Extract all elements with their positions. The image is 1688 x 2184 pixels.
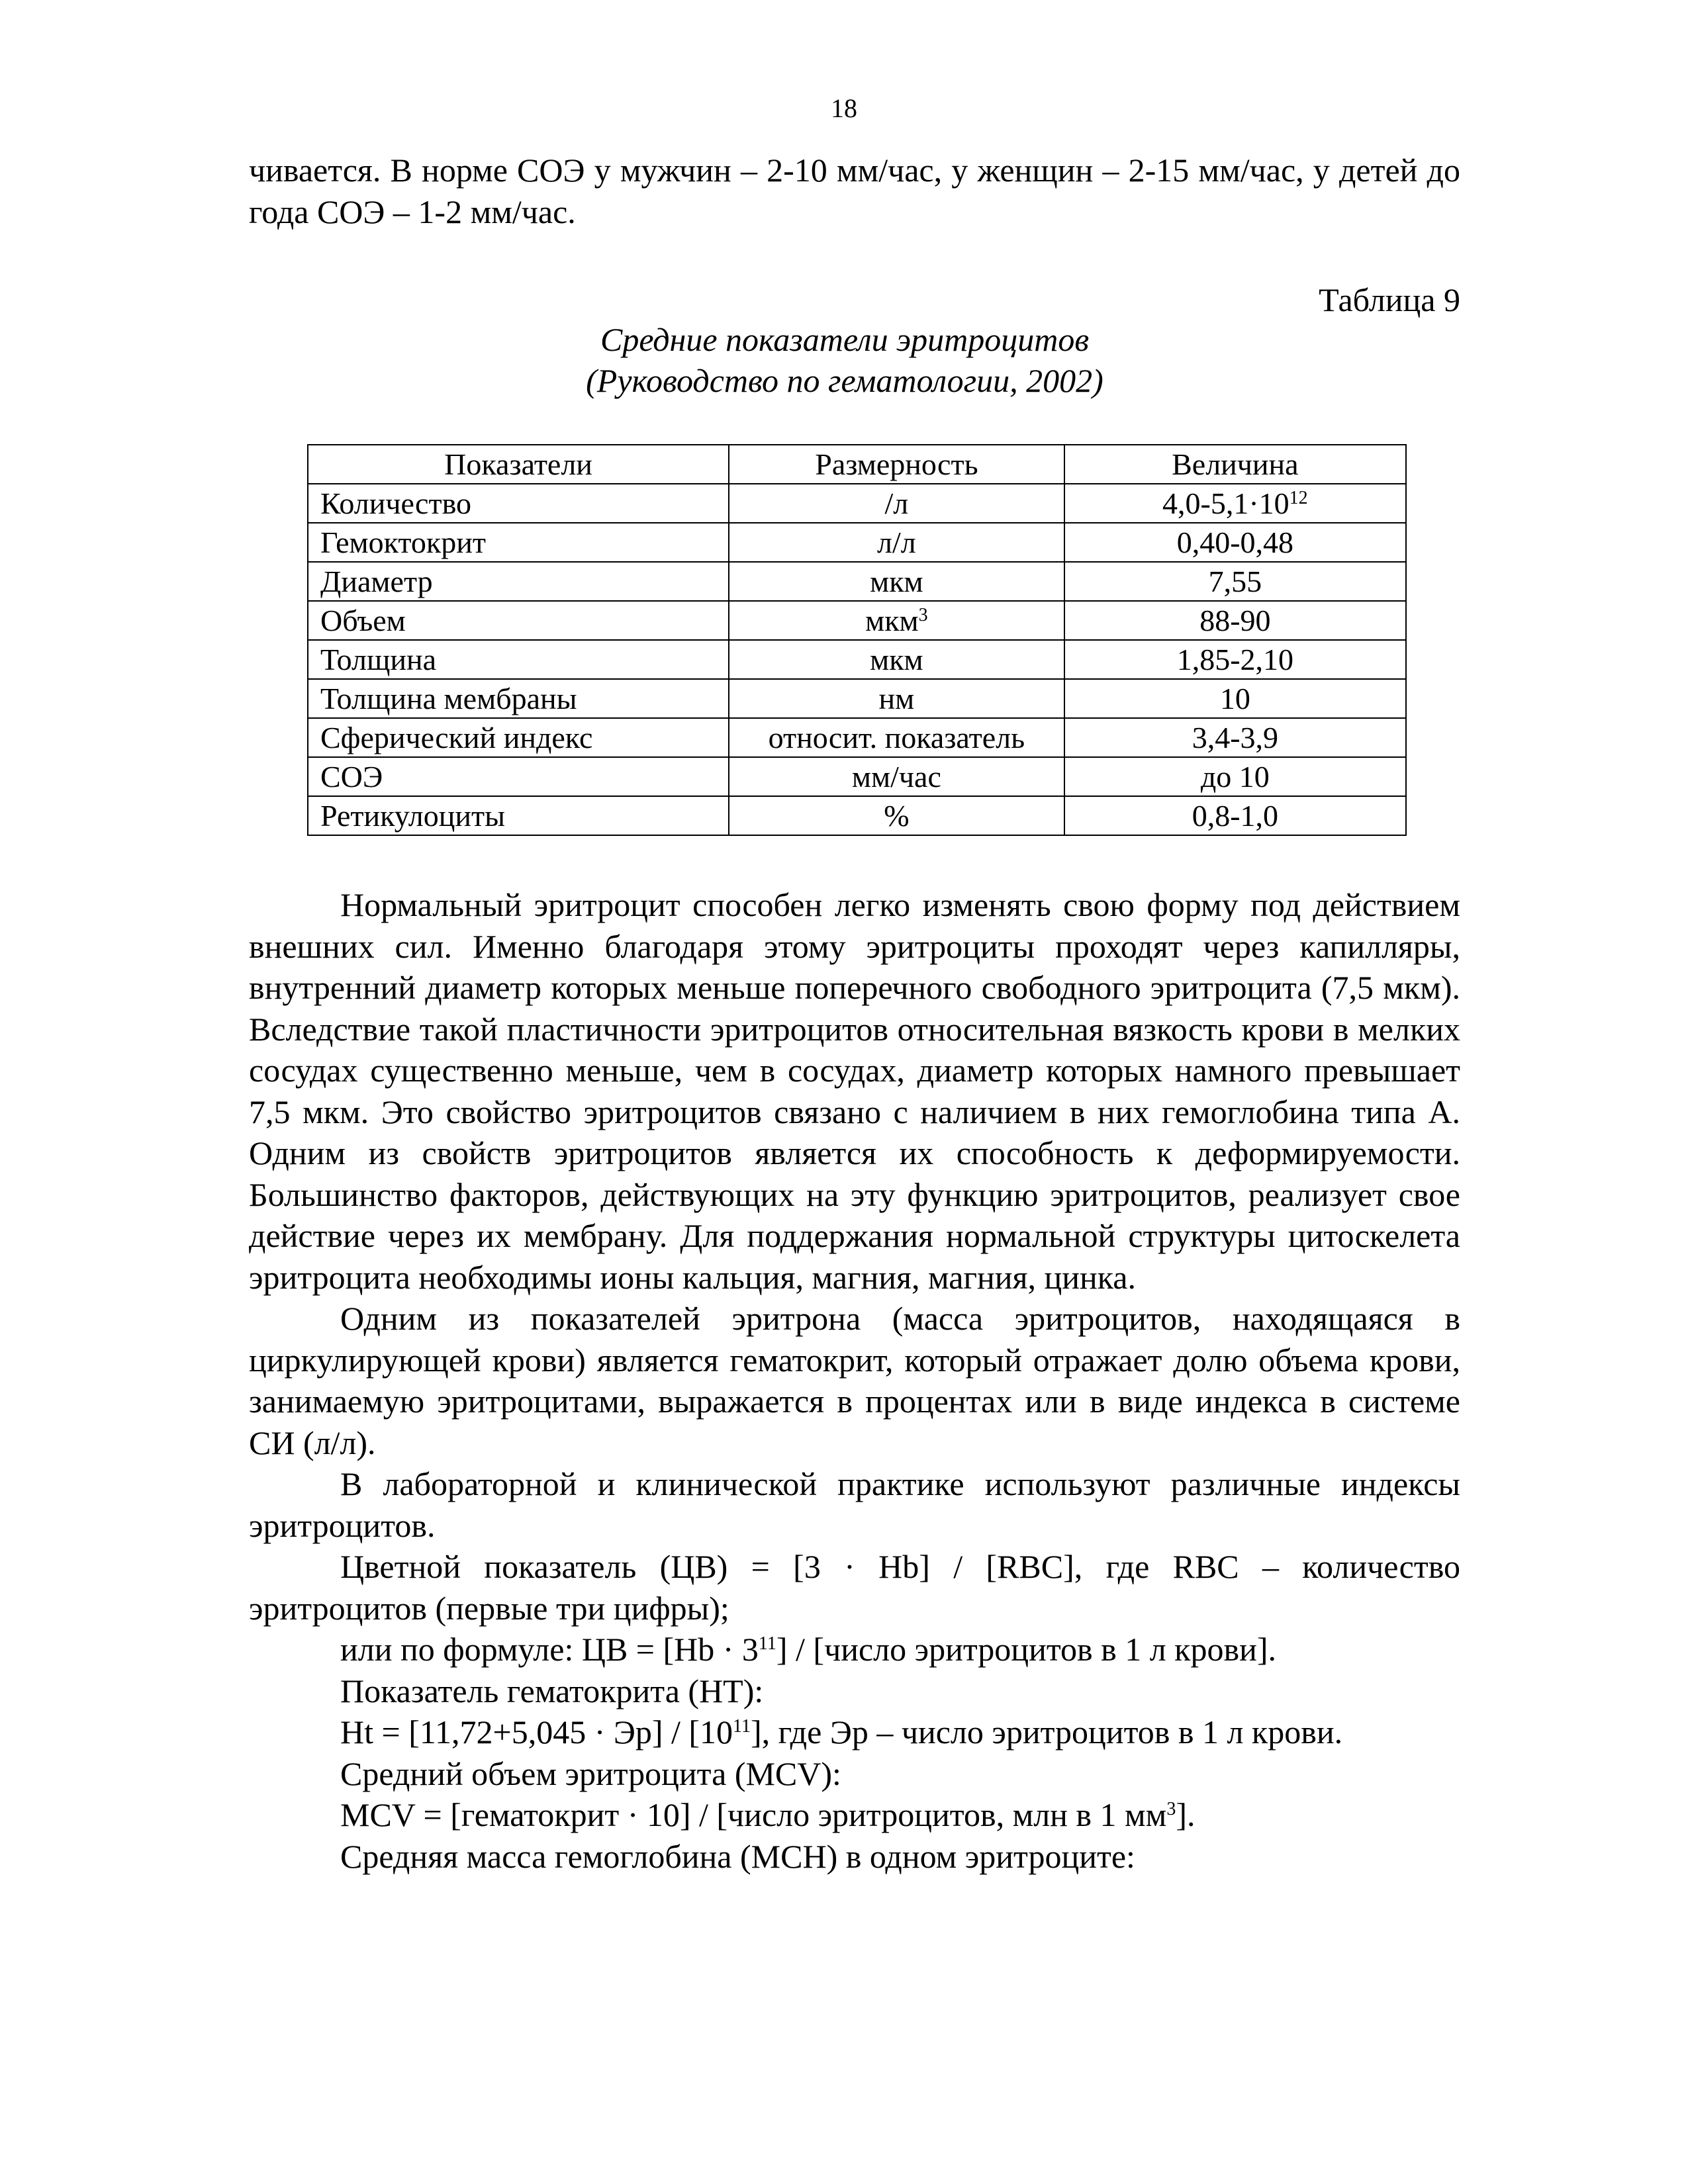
row-value: 1,85-2,10	[1064, 640, 1406, 679]
row-value: 3,4-3,9	[1064, 718, 1406, 757]
row-unit: мкм	[729, 562, 1064, 601]
row-value: 10	[1064, 679, 1406, 718]
row-name: СОЭ	[308, 757, 729, 796]
row-name: Гемоктокрит	[308, 523, 729, 562]
table-row	[308, 640, 1406, 679]
row-unit: л/л	[729, 523, 1064, 562]
header-value: Величина	[1064, 445, 1406, 484]
row-name: Толщина	[308, 640, 729, 679]
erythrocyte-parameters-table	[307, 444, 1407, 836]
row-name: Диаметр	[308, 562, 729, 601]
header-parameter: Показатели	[308, 445, 729, 484]
row-value-text: 4,0-5,1·10	[1162, 486, 1289, 520]
row-unit-text: мкм	[865, 603, 919, 637]
paragraph-indices-intro: В лабораторной и клинической практике используют различные индексы эритроцитов.	[249, 1465, 1460, 1544]
formula-hematocrit-exponent: 11	[733, 1716, 751, 1737]
row-name: Ретикулоциты	[308, 796, 729, 835]
formula-color-index-part-1: или по формуле: ЦВ = [Hb · 3	[340, 1631, 759, 1668]
row-value-exponent: 12	[1289, 487, 1308, 508]
table-row	[308, 562, 1406, 601]
row-value	[1064, 484, 1406, 523]
paragraph-mcv: Средний объем эритроцита (MCV):	[340, 1754, 841, 1792]
formula-hematocrit-part-2: ], где Эр – число эритроцитов в 1 л крови.	[751, 1713, 1343, 1751]
formula-color-index-part-2: ] / [число эритроцитов в 1 л крови].	[776, 1631, 1276, 1668]
formula-hematocrit	[249, 1711, 1460, 1753]
table-row	[308, 718, 1406, 757]
table-title	[547, 319, 1143, 401]
formula-mcv-part-1: MCV = [гематокрит · 10] / [число эритроцитов, млн в 1 мм	[340, 1796, 1167, 1833]
formula-mcv-exponent: 3	[1166, 1799, 1176, 1819]
row-unit: /л	[729, 484, 1064, 523]
table-row	[308, 601, 1406, 640]
intro-paragraph-block	[249, 150, 1460, 232]
row-name: Объем	[308, 601, 729, 640]
page-number: 18	[831, 93, 857, 123]
body-text	[249, 884, 1460, 1877]
row-unit-exponent: 3	[918, 604, 928, 625]
row-unit	[729, 601, 1064, 640]
table-row	[308, 757, 1406, 796]
row-value: 88-90	[1064, 601, 1406, 640]
table-row	[308, 796, 1406, 835]
paragraph-deformability: Нормальный эритроцит способен легко изменять свою форму под действием внешних сил. Именно благодаря этому эритроциты проходят через капилляры, внутренний диаметр которых меньше поперечного свободного эритроцита (7,5 мкм). Вследствие такой пластичности эритроцитов относительная вязкость крови в мелких сосудах существенно меньше, чем в сосудах, диаметр которых намного превышает 7,5 мкм. Это свойство эритроцитов связано с наличием в них гемоглобина типа А. Одним из свойств эритроцитов является их способность к деформируемости. Большинство факторов, действующих на эту функцию эритроцитов, реализует свое действие через их мембрану. Для поддержания нормальной структуры цитоскелета эритроцита необходимы ионы кальция, магния, магния, цинка.	[249, 886, 1460, 1296]
header-unit: Размерность	[729, 445, 1064, 484]
formula-hematocrit-part-1: Ht = [11,72+5,045 · Эр] / [10	[340, 1713, 733, 1751]
formula-mcv	[249, 1794, 1460, 1836]
table-title-line-2: (Руководство по гематологии, 2002)	[586, 362, 1103, 399]
paragraph-hematocrit: Одним из показателей эритрона (масса эритроцитов, находящаяся в циркулирующей крови) является гематокрит, который отражает долю объема крови, занимаемую эритроцитами, выражается в процентах или в виде индекса в системе СИ (л/л).	[249, 1300, 1460, 1461]
intro-paragraph: чивается. В норме СОЭ у мужчин – 2-10 мм/час, у женщин – 2-15 мм/час, у детей до года СОЭ – 1-2 мм/час.	[249, 152, 1460, 230]
row-unit: мм/час	[729, 757, 1064, 796]
row-unit: %	[729, 796, 1064, 835]
table-title-line-1: Средние показатели эритроцитов	[600, 321, 1090, 358]
formula-color-index-exponent: 11	[758, 1633, 776, 1654]
formula-color-index	[249, 1629, 1460, 1670]
paragraph-hematocrit-index: Показатель гематокрита (HT):	[340, 1672, 764, 1709]
paragraph-mch: Средняя масса гемоглобина (MCH) в одном эритроците:	[340, 1837, 1135, 1875]
row-unit: относит. показатель	[729, 718, 1064, 757]
row-name: Количество	[308, 484, 729, 523]
row-value: 0,40-0,48	[1064, 523, 1406, 562]
row-name: Толщина мембраны	[308, 679, 729, 718]
row-value: 7,55	[1064, 562, 1406, 601]
table-label: Таблица 9	[1319, 281, 1460, 318]
row-unit: нм	[729, 679, 1064, 718]
table-row	[308, 523, 1406, 562]
table-row	[308, 679, 1406, 718]
table-row	[308, 484, 1406, 523]
row-value: до 10	[1064, 757, 1406, 796]
table-header-row	[308, 445, 1406, 484]
formula-mcv-part-2: ].	[1176, 1796, 1196, 1833]
row-name: Сферический индекс	[308, 718, 729, 757]
row-unit: мкм	[729, 640, 1064, 679]
row-value: 0,8-1,0	[1064, 796, 1406, 835]
paragraph-color-index: Цветной показатель (ЦВ) = [3 · Hb] / [RBC], где RBC – количество эритроцитов (первые три цифры);	[249, 1548, 1460, 1627]
